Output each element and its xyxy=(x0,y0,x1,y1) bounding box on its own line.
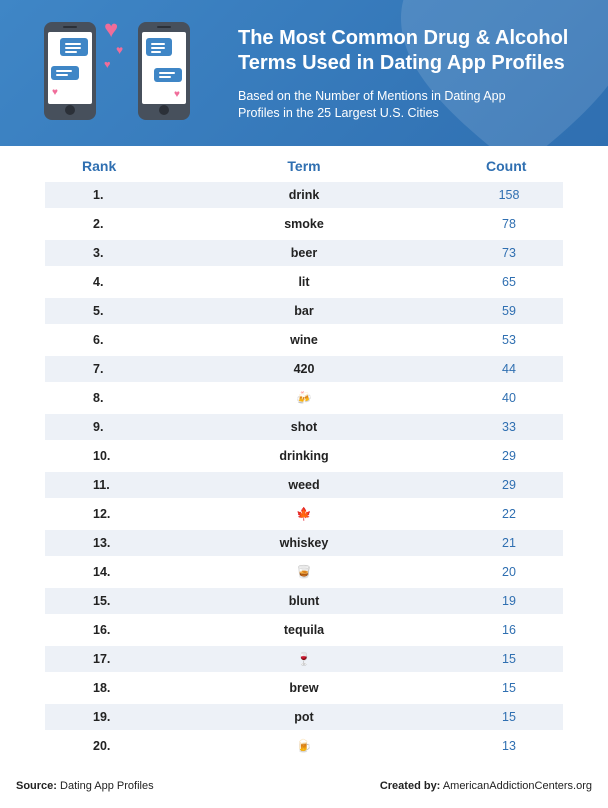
table-row xyxy=(45,588,563,614)
chat-bubble-icon xyxy=(60,38,88,56)
count-cell: 20 xyxy=(502,565,516,579)
rank-cell: 11. xyxy=(93,478,110,492)
term-cell: whiskey xyxy=(279,536,329,550)
term-cell: pot xyxy=(294,710,314,724)
rank-cell: 2. xyxy=(93,217,104,231)
term-cell: shot xyxy=(290,420,318,434)
table-row xyxy=(45,211,563,237)
source-label: Source: xyxy=(16,780,57,792)
term-cell: weed xyxy=(288,478,320,492)
chat-bubble-icon xyxy=(146,38,172,56)
term-cell: bar xyxy=(294,304,314,318)
table-row xyxy=(45,675,563,701)
heart-icon: ♥ xyxy=(104,59,111,71)
table-row xyxy=(45,414,563,440)
table-row xyxy=(45,269,563,295)
term-cell: 🥃 xyxy=(296,565,312,579)
rank-cell: 5. xyxy=(93,304,104,318)
heart-icon: ♥ xyxy=(174,89,180,100)
header-banner xyxy=(0,0,608,146)
count-cell: 15 xyxy=(502,652,516,666)
rank-cell: 14. xyxy=(93,565,111,579)
created-label: Created by: xyxy=(379,780,441,792)
count-cell: 22 xyxy=(502,507,516,521)
rank-cell: 8. xyxy=(93,391,104,405)
column-header-rank: Rank xyxy=(82,158,117,174)
term-cell: drinking xyxy=(279,449,329,463)
term-cell: brew xyxy=(289,681,319,695)
rank-cell: 18. xyxy=(93,681,111,695)
table-row xyxy=(45,530,563,556)
count-cell: 15 xyxy=(502,681,516,695)
count-cell: 158 xyxy=(498,188,520,202)
table-row xyxy=(45,704,563,730)
term-cell: smoke xyxy=(284,217,324,231)
count-cell: 29 xyxy=(502,449,516,463)
term-cell: 🍷 xyxy=(296,652,312,666)
term-cell: lit xyxy=(298,275,310,289)
heart-icon: ♥ xyxy=(104,16,119,43)
term-cell: 🍻 xyxy=(296,391,312,405)
count-cell: 33 xyxy=(502,420,516,434)
count-cell: 21 xyxy=(502,536,516,550)
term-cell: 420 xyxy=(293,362,315,376)
page-title xyxy=(238,26,588,76)
page-subtitle xyxy=(238,88,578,122)
rank-cell: 7. xyxy=(93,362,104,376)
count-cell: 15 xyxy=(502,710,516,724)
count-cell: 13 xyxy=(502,739,516,753)
rank-cell: 12. xyxy=(93,507,111,521)
term-cell: 🍺 xyxy=(296,739,312,753)
column-header-count: Count xyxy=(486,158,527,174)
rank-cell: 20. xyxy=(93,739,111,753)
term-cell: 🍁 xyxy=(296,507,312,521)
rank-cell: 13. xyxy=(93,536,111,550)
count-cell: 78 xyxy=(502,217,516,231)
rank-cell: 6. xyxy=(93,333,104,347)
rank-cell: 15. xyxy=(93,594,111,608)
chat-bubble-icon xyxy=(154,68,182,82)
count-cell: 44 xyxy=(502,362,516,376)
created-value: AmericanAddictionCenters.org xyxy=(442,780,592,792)
count-cell: 40 xyxy=(502,391,516,405)
table-row xyxy=(45,501,563,527)
term-cell: tequila xyxy=(283,623,325,637)
source-value: Dating App Profiles xyxy=(60,780,154,792)
title-line-2: Terms Used in Dating App Profiles xyxy=(238,52,565,74)
column-header-term: Term xyxy=(287,158,321,174)
count-cell: 73 xyxy=(502,246,516,260)
rank-cell: 1. xyxy=(93,188,104,202)
rank-cell: 4. xyxy=(93,275,104,289)
count-cell: 65 xyxy=(502,275,516,289)
chat-bubble-icon xyxy=(51,66,79,80)
table-row xyxy=(45,182,563,208)
credit-note xyxy=(380,780,592,792)
table-row xyxy=(45,559,563,585)
term-cell: blunt xyxy=(288,594,320,608)
term-cell: wine xyxy=(290,333,318,347)
count-cell: 59 xyxy=(502,304,516,318)
rank-cell: 3. xyxy=(93,246,104,260)
subtitle-line-1: Based on the Number of Mentions in Dating App xyxy=(238,89,506,103)
phone-icon xyxy=(138,22,190,120)
table-row xyxy=(45,472,563,498)
rank-cell: 19. xyxy=(93,710,111,724)
table-row xyxy=(45,356,563,382)
term-cell: beer xyxy=(290,246,318,260)
count-cell: 19 xyxy=(502,594,516,608)
table-row xyxy=(45,733,563,759)
rank-cell: 17. xyxy=(93,652,111,666)
table-row xyxy=(45,298,563,324)
heart-icon: ♥ xyxy=(52,87,58,98)
count-cell: 53 xyxy=(502,333,516,347)
table-row xyxy=(45,617,563,643)
rank-cell: 10. xyxy=(93,449,111,463)
rank-cell: 9. xyxy=(93,420,104,434)
table-row xyxy=(45,385,563,411)
table-row xyxy=(45,327,563,353)
table-row xyxy=(45,443,563,469)
source-note xyxy=(16,780,154,792)
phone-icon xyxy=(44,22,96,120)
term-cell: drink xyxy=(288,188,320,202)
heart-icon: ♥ xyxy=(116,43,124,57)
title-line-1: The Most Common Drug & Alcohol xyxy=(238,27,569,49)
count-cell: 29 xyxy=(502,478,516,492)
rank-cell: 16. xyxy=(93,623,111,637)
subtitle-line-2: Profiles in the 25 Largest U.S. Cities xyxy=(238,106,439,120)
table-row xyxy=(45,646,563,672)
count-cell: 16 xyxy=(502,623,516,637)
table-row xyxy=(45,240,563,266)
